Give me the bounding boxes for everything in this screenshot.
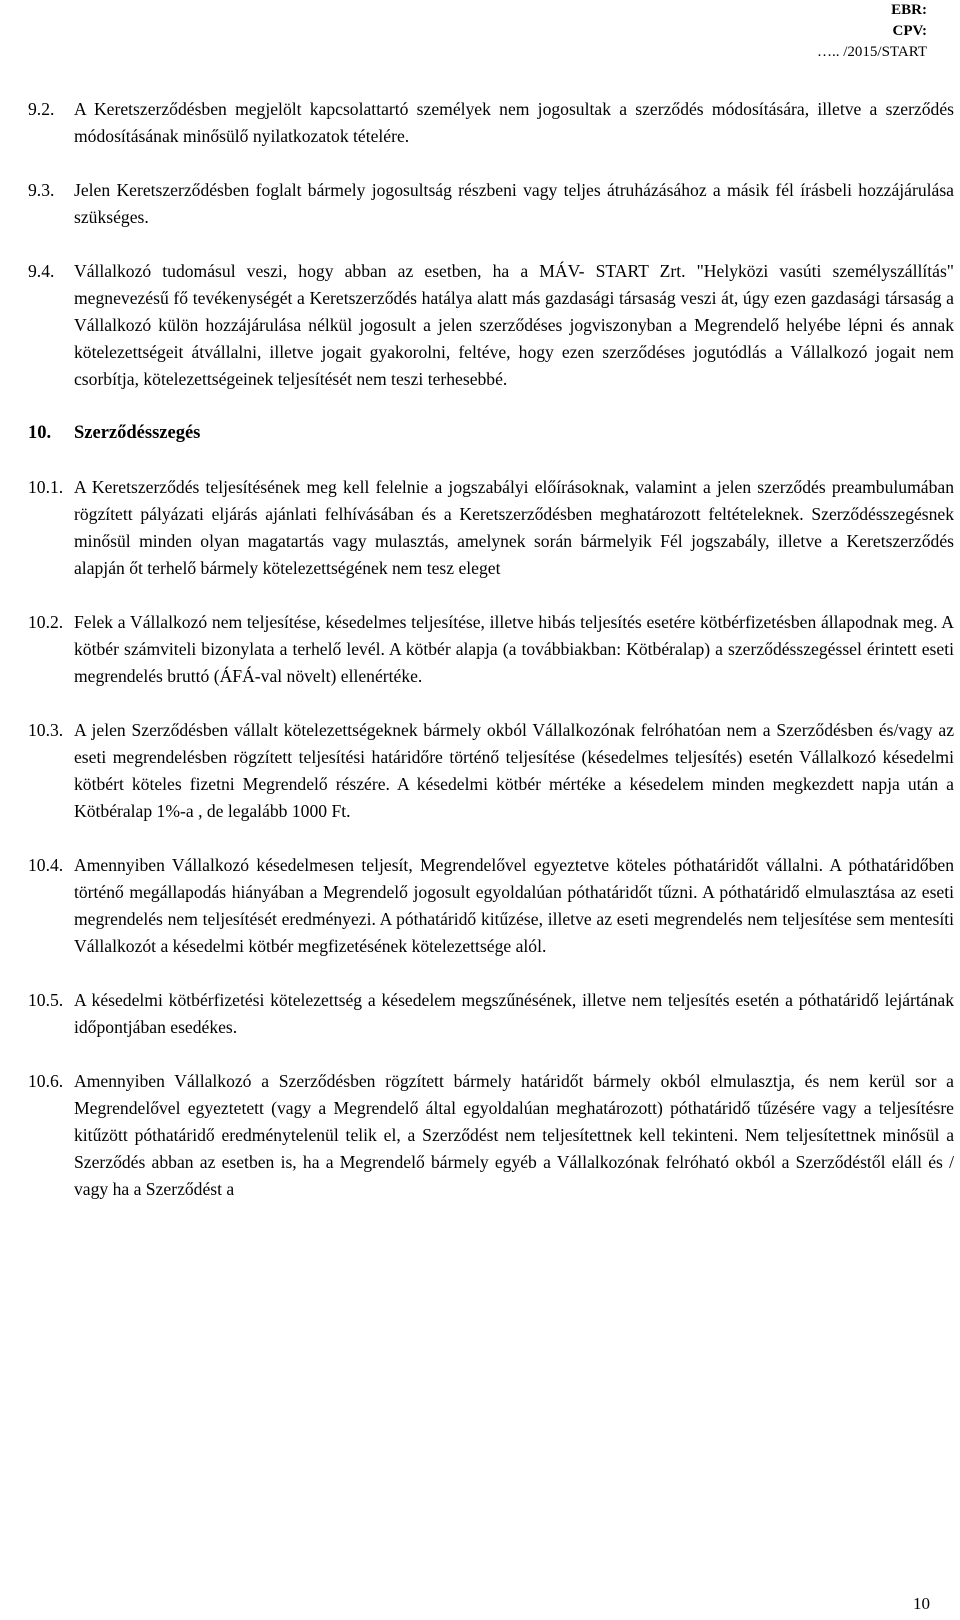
clause-text: Amennyiben Vállalkozó a Szerződésben rögzített bármely határidőt bármely okból elmulasztja, és nem kerül sor a Megrendelővel egyeztetett (vagy a Megrendelő által egyoldalúan meghatározott) póthatáridő tűzésére vagy a teljesítésre kitűzött póthatáridő eredménytelenül telik el, a Szerződést nem teljesítettnek kell tekinteni. Nem teljesítettnek minősül a Szerződés abban az esetben is, ha a Megrendelő bármely egyéb a Vállalkozónak felróható okból a Szerződéstől eláll és / vagy ha a Szerződést a bbox=[74, 1071, 954, 1199]
clause-text: Jelen Keretszerződésben foglalt bármely jogosultság részbeni vagy teljes átruházásához a másik fél írásbeli hozzájárulása szükséges. bbox=[74, 180, 954, 227]
clause-10-2 bbox=[28, 609, 954, 690]
clause-number: 10.3. bbox=[28, 720, 64, 740]
clause-number: 10.2. bbox=[28, 612, 64, 632]
clause-text: A jelen Szerződésben vállalt kötelezettségeknek bármely okból Vállalkozónak felróhatóan nem a Szerződésben és/vagy az eseti megrendelésben rögzített teljesítési határidőre történő teljesítése (késedelmes teljesítés) esetén Vállalkozó késedelmi kötbért köteles fizetni Megrendelő részére. A késedelmi kötbér mértéke a késedelem minden megkezdett napja után a Kötbéralap 1%-a , de legalább 1000 Ft. bbox=[74, 720, 954, 821]
clause-text: Amennyiben Vállalkozó késedelmesen teljesít, Megrendelővel egyeztetve köteles póthatáridőt vállalni. A póthatáridőben történő megállapodás hiányában a Megrendelő jogosult egyoldalúan póthatáridőt tűzni. A póthatáridő elmulasztása az eseti megrendelés nem teljesítését eredményezi. A póthatáridő kitűzése, illetve az eseti megrendelés nem teljesítése sem mentesíti Vállalkozót a késedelmi kötbér megfizetésének kötelezettsége alól. bbox=[74, 855, 954, 956]
clause-number: 9.2. bbox=[28, 99, 55, 119]
clause-text: A késedelmi kötbérfizetési kötelezettség a késedelem megszűnésének, illetve nem teljesítés esetén a póthatáridő lejártának időpontjában esedékes. bbox=[74, 990, 954, 1037]
clause-number: 9.3. bbox=[28, 180, 55, 200]
clause-text: Felek a Vállalkozó nem teljesítése, késedelmes teljesítése, illetve hibás teljesítés esetére kötbérfizetésben állapodnak meg. A kötbér számviteli bizonylata a terhelő levél. A kötbér alapja (a továbbiakban: Kötbéralap) a szerződésszegéssel érintett eseti megrendelés bruttó (ÁFÁ-val növelt) ellenértéke. bbox=[74, 612, 954, 686]
clause-10-5 bbox=[28, 987, 954, 1041]
clause-number: 10.1. bbox=[28, 477, 64, 497]
clause-9-2 bbox=[28, 96, 954, 150]
clause-number: 10.5. bbox=[28, 990, 64, 1010]
clause-10-1 bbox=[28, 474, 954, 582]
header-reference: ….. /2015/START bbox=[817, 44, 927, 60]
document-body bbox=[28, 96, 954, 1203]
clause-9-3 bbox=[28, 177, 954, 231]
clause-text: Vállalkozó tudomásul veszi, hogy abban az esetben, ha a MÁV- START Zrt. "Helyközi vasúti személyszállítás" megnevezésű fő tevékenységét a Keretszerződés hatálya alatt más gazdasági társaság veszi át, úgy ezen gazdasági társaság a Vállalkozó külön hozzájárulása nélkül jogosult a jelen szerződéses jogviszonyban a Megrendelő helyébe lépni és annak kötelezettségeit átvállalni, illetve jogait gyakorolni, feltéve, hogy ezen szerződéses jogutódlás a Vállalkozó jogait nem csorbítja, kötelezettségeinek teljesítését nem teszi terhesebbé. bbox=[74, 261, 954, 389]
section-title: Szerződésszegés bbox=[74, 423, 201, 443]
clause-9-4 bbox=[28, 258, 954, 393]
clause-number: 10.6. bbox=[28, 1071, 64, 1091]
clause-text: A Keretszerződés teljesítésének meg kell felelnie a jogszabályi előírásoknak, valamint a jelen szerződés preambulumában rögzített pályázati eljárás ajánlati felhívásában és a Keretszerződésben meghatározott feltételeknek. Szerződésszegésnek minősül minden olyan magatartás vagy mulasztás, amelynek során bármelyik Fél jogszabály, illetve a Keretszerződés alapján őt terhelő bármely kötelezettségének nem tesz eleget bbox=[74, 477, 954, 578]
clause-10-4 bbox=[28, 852, 954, 960]
section-number: 10. bbox=[28, 423, 52, 443]
clause-10-3 bbox=[28, 717, 954, 825]
page-number: 10 bbox=[913, 1594, 930, 1613]
clause-10-6 bbox=[28, 1068, 954, 1203]
page-header bbox=[817, 0, 927, 63]
header-ebr: EBR: bbox=[891, 2, 927, 18]
clause-number: 10.4. bbox=[28, 855, 64, 875]
clause-text: A Keretszerződésben megjelölt kapcsolattartó személyek nem jogosultak a szerződés módosítására, illetve a szerződés módosításának minősülő nyilatkozatok tételére. bbox=[74, 99, 954, 146]
section-heading-10 bbox=[28, 420, 954, 447]
header-cpv: CPV: bbox=[892, 23, 927, 39]
clause-number: 9.4. bbox=[28, 261, 55, 281]
